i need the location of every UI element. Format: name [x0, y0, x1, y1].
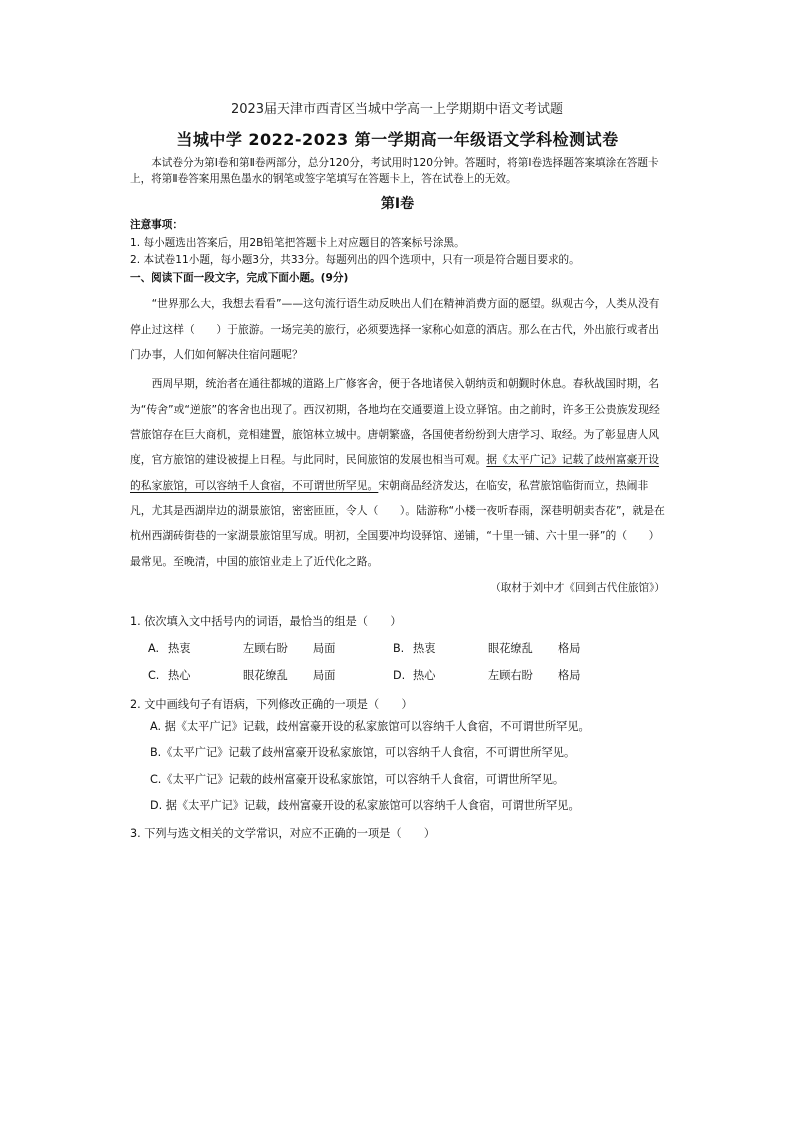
passage-text: 宋朝商品经济发达，在临安，私营旅馆临街而立，热闹非凡，尤其是西湖岸边的湖景旅馆，密密匝匝，令人（ ）。陆游称“小楼一夜听春雨，深巷明朝卖杏花”，就是在杭州西湖砖街巷的一家湖景旅馆里写成。明初，全国要冲均设驿馆、递铺，“十里一铺、六十里一驿”的（ ）最常见。至晚清，中国的旅馆业走上了近代化之路。	[130, 478, 665, 568]
option-word: 热衷	[168, 642, 191, 656]
option-a: A. 据《太平广记》记载，歧州富豪开设的私家旅馆可以容纳千人食宿，不可谓世所罕见。	[150, 720, 590, 734]
passage-paragraph	[130, 371, 665, 574]
question-2	[130, 690, 665, 819]
option-word: 眼花缭乱	[243, 669, 288, 683]
notice-item: 2. 本试卷11小题，每小题3分，共33分。每题列出的四个选项中，只有一项是符合题目要求的。	[130, 254, 580, 267]
underlined-sentence: 据《太平广记》记载了歧州富豪开设的私家旅馆，可以容纳千人食宿，不可谓世所罕见。	[130, 453, 660, 492]
option-c: C.《太平广记》记载的歧州富豪开设私家旅馆，可以容纳千人食宿，可谓世所罕见。	[150, 772, 565, 786]
section-heading: 一、阅读下面一段文字，完成下面小题。(9分)	[130, 271, 349, 284]
exam-title: 当城中学 2022-2023 第一学期高一年级语文学科检测试卷	[176, 130, 619, 149]
reading-passage	[130, 291, 665, 574]
notice-item: 1. 每小题选出答案后，用2B铅笔把答题卡上对应题目的答案标号涂黑。	[130, 236, 465, 249]
passage-text: 西周早期，统治者在通往都城的道路上广修客舍，便于各地诸侯入朝纳贡和朝觐时休息。春秋战国时期，名为“传舍”或“逆旅”的客舍也出现了。西汉初期，各地均在交通要道上设立驿馆。由之前时，许多王公贵族发现经营旅馆存在巨大商机，竞相建置，旅馆林立城中。唐朝繁盛，各国使者纷纷到大唐学习、取经。为了彰显唐人风度，官方旅馆的建设被提上日程。与此同时，民间旅馆的发展也相当可观。	[130, 377, 660, 467]
question-stem: 3. 下列与选文相关的文学常识，对应不正确的一项是（ ）	[130, 827, 436, 841]
option-word: 左顾右盼	[488, 669, 533, 683]
question-stem: 1. 依次填入文中括号内的词语，最恰当的组是（ ）	[130, 614, 402, 628]
passage-paragraph: “世界那么大，我想去看看”——这句流行语生动反映出人们在精神消费方面的愿望。纵观古今，人类从没有停止过这样（ ）于旅游。一场完美的旅行，必须要选择一家称心如意的酒店。那么在古代，外出旅行或者出门办事，人们如何解决住宿问题呢？	[130, 297, 660, 361]
document-header: 2023届天津市西青区当城中学高一上学期期中语文考试题	[230, 102, 564, 117]
option-word: 格局	[558, 642, 581, 656]
question-1-options	[148, 636, 665, 690]
option-label: C.	[148, 669, 160, 683]
scanned-exam-page	[130, 128, 665, 843]
option-word: 格局	[558, 669, 581, 683]
option-d: D. 据《太平广记》记载，歧州富豪开设的私家旅馆可以容纳千人食宿，可谓世所罕见。	[150, 799, 580, 813]
option-label: D.	[393, 669, 406, 683]
notice-title: 注意事项：	[130, 219, 183, 232]
option-label: A.	[148, 642, 160, 656]
question-stem: 2. 文中画线句子有语病，下列修改正确的一项是（ ）	[130, 698, 413, 712]
passage-source: （取材于刘中才《回到古代住旅馆》）	[490, 582, 665, 595]
option-word: 局面	[313, 642, 336, 656]
option-word: 眼花缭乱	[488, 642, 533, 656]
option-word: 热心	[168, 669, 191, 683]
option-word: 热衷	[413, 642, 436, 656]
part-heading: 第Ⅰ卷	[380, 195, 415, 212]
question-3	[130, 819, 665, 843]
option-word: 局面	[313, 669, 336, 683]
option-word: 左顾右盼	[243, 642, 288, 656]
option-b: B.《太平广记》记载了歧州富豪开设私家旅馆，可以容纳千人食宿，不可谓世所罕见。	[150, 746, 576, 760]
question-1	[130, 607, 665, 691]
option-label: B.	[393, 642, 405, 656]
option-word: 热心	[413, 669, 436, 683]
exam-intro: 本试卷分为第Ⅰ卷和第Ⅱ卷两部分，总分120分，考试用时120分钟。答题时，将第Ⅰ卷选择题答案填涂在答题卡上，将第Ⅱ卷答案用黑色墨水的钢笔或签字笔填写在答题卡上，答在试卷上的无效。	[130, 156, 659, 186]
